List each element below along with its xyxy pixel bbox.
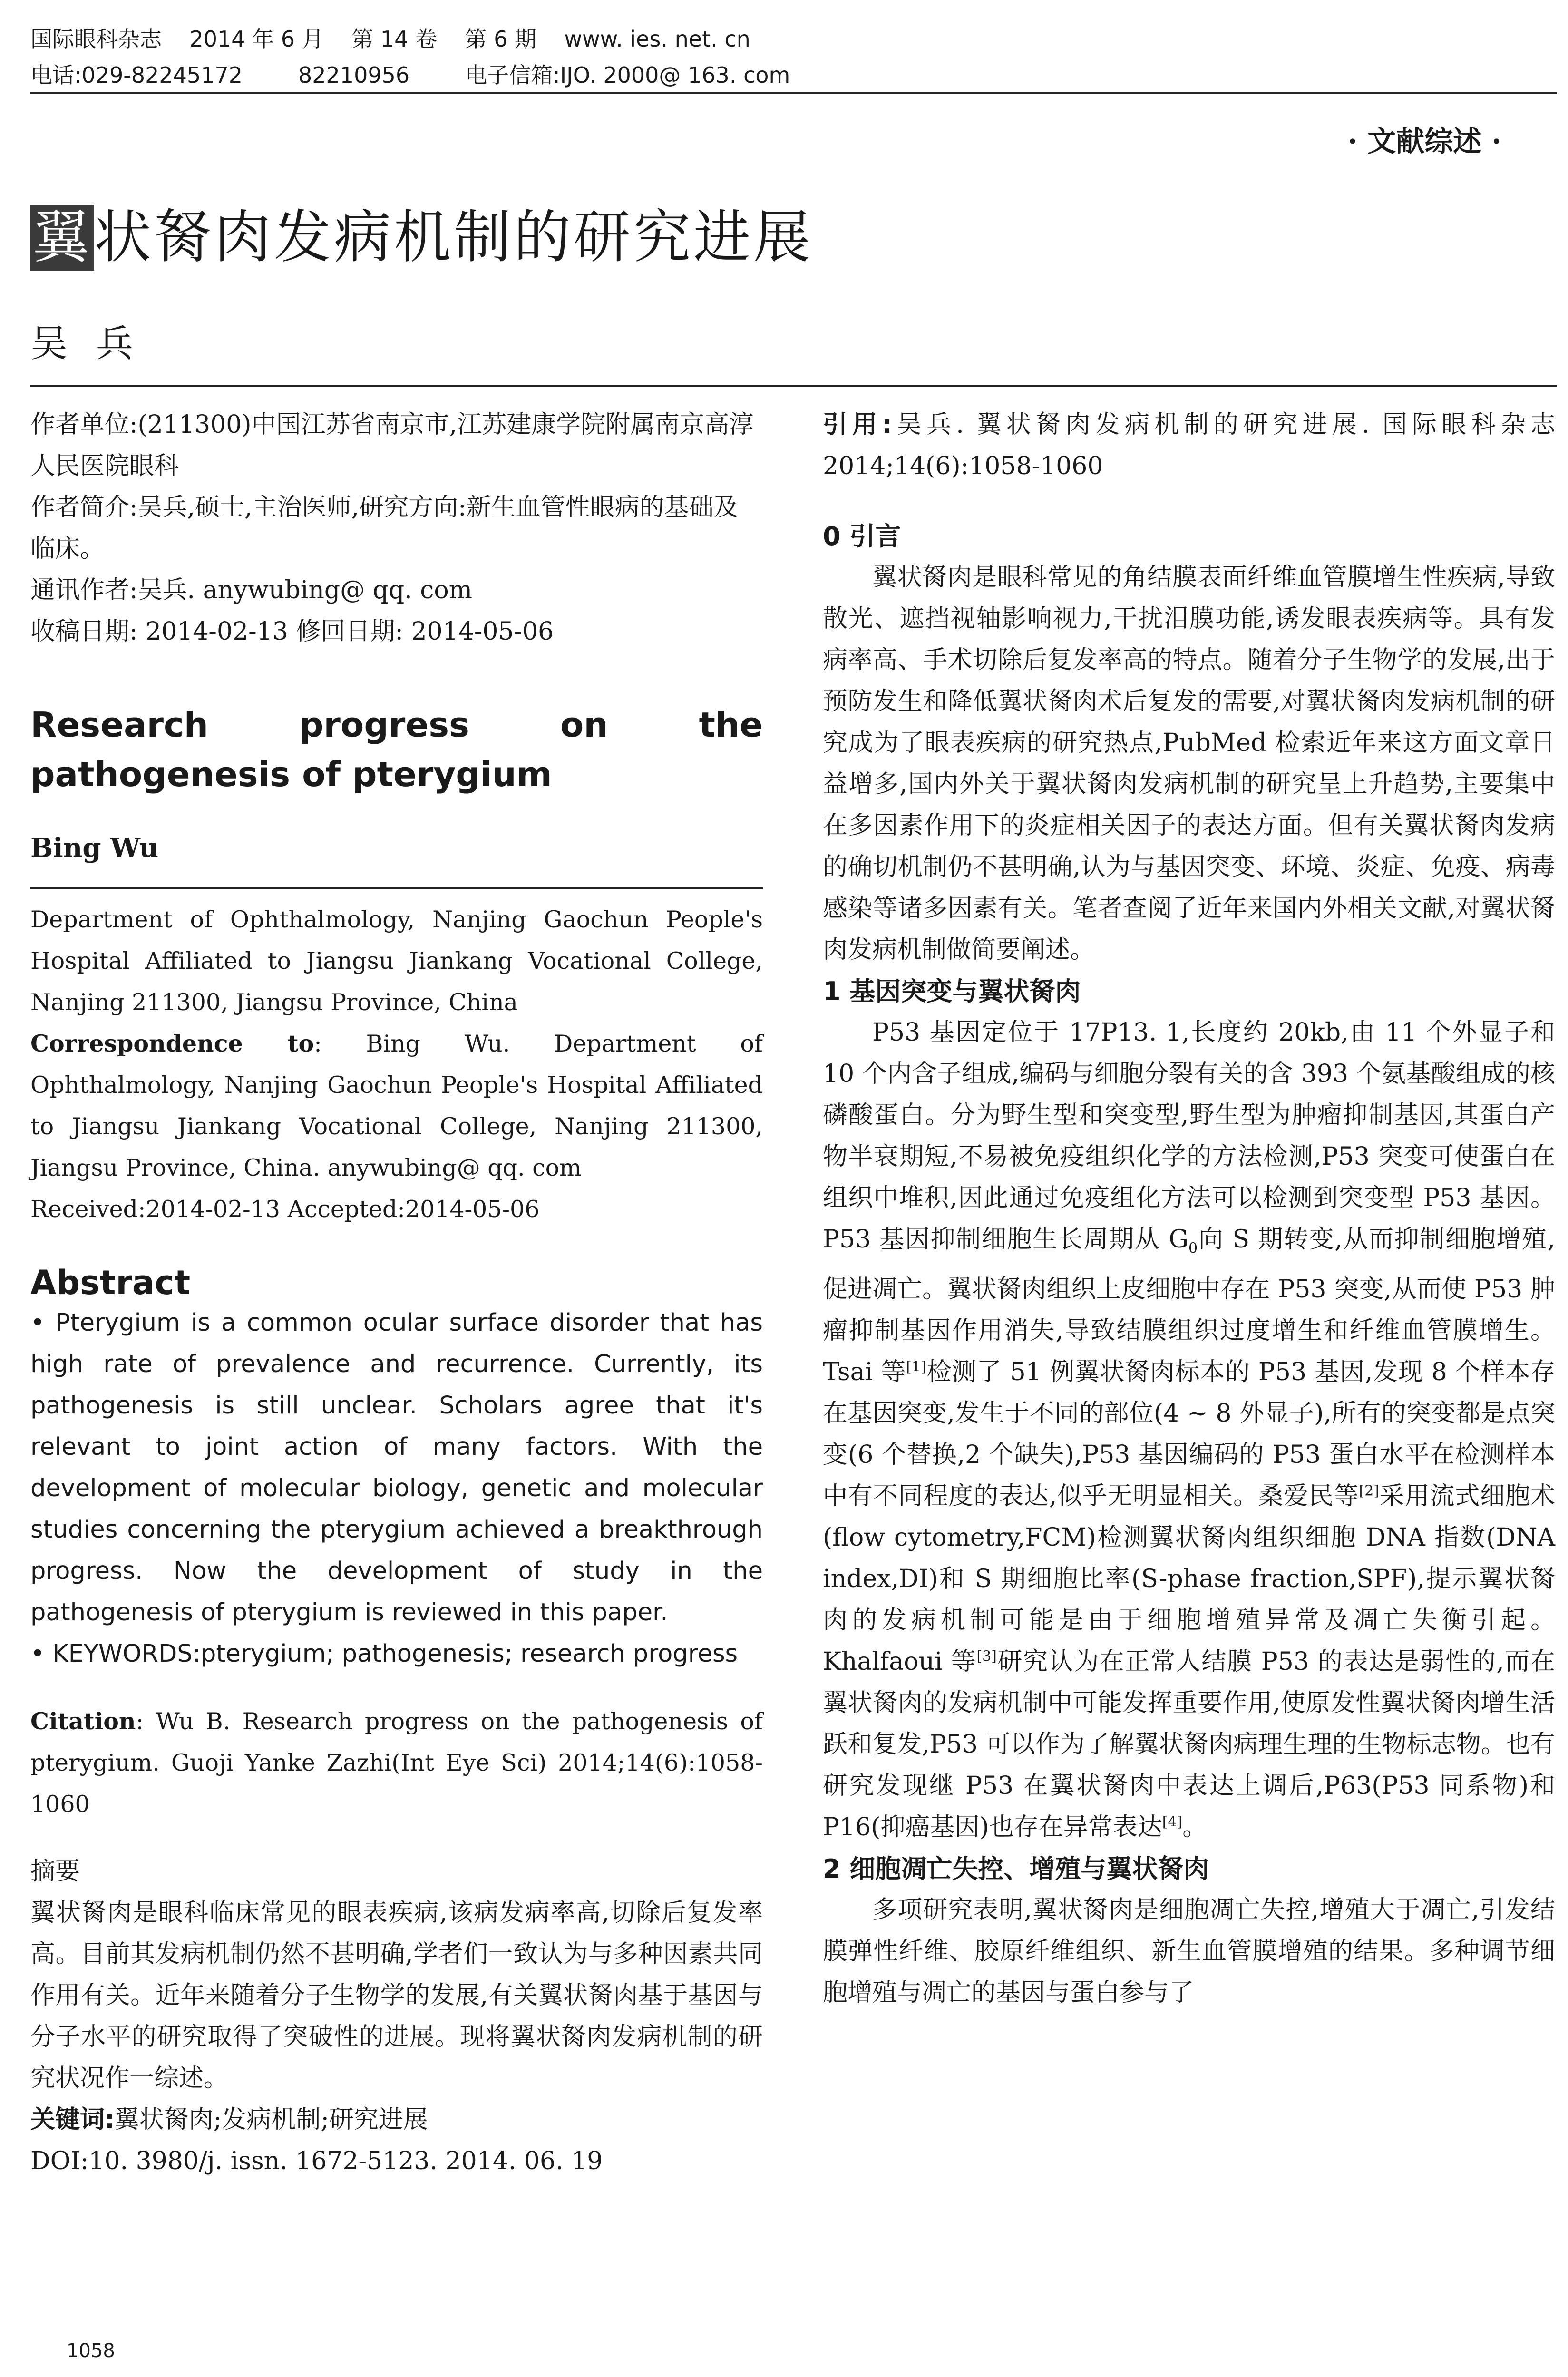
p1-part-c: 检测了 51 例翼状胬肉标本的 P53 基因,发现 8 个样本存在基因突变,发生于不同的部位(4 ~ 8 外显子),所有的突变都是点突变(6 个替换,2 个缺失),P53 基因编码的 P53 蛋白水平在检测样本中有不同程度的表达,似乎无明显相关。桑爱民等 [823,1358,1555,1511]
cn-citation-label: 引用: [823,410,892,439]
english-received: Received:2014-02-13 Accepted:2014-05-06 [30,1196,540,1223]
author-unit: 作者单位:(211300)中国江苏省南京市,江苏建康学院附属南京高淳人民医院眼科 [30,410,754,480]
cn-abstract-heading: 摘要 [30,1857,80,1886]
p1-part-f: 。 [1182,1813,1208,1842]
right-column [823,404,1555,2014]
journal-header-line2: 电话:029-82245172 82210956 电子信箱:IJO. 2000@ 163. com [30,62,790,88]
cn-keywords-text: 翼状胬肉;发病机制;研究进展 [114,2105,428,2134]
section-1-paragraph [823,1012,1555,1848]
english-author: Bing Wu [30,832,159,864]
english-keywords: • KEYWORDS:pterygium; pathogenesis; research progress [30,1640,738,1668]
received-dates: 收稿日期: 2014-02-13 修回日期: 2014-05-06 [30,617,554,646]
english-author-rule [30,887,763,889]
page-number: 1058 [67,2340,115,2362]
english-title: Research progress on the pathogenesis of pterygium [30,705,763,794]
section-1-heading: 1 基因突变与翼状胬肉 [823,976,1081,1006]
cn-keywords [30,2099,763,2141]
doi: DOI:10. 3980/j. issn. 1672-5123. 2014. 06. 19 [30,2147,603,2175]
cn-citation-text: 吴兵. 翼状胬肉发病机制的研究进展. 国际眼科杂志 2014;14(6):1058-1060 [823,410,1556,480]
ref-3: [3] [976,1648,997,1666]
title-first-char: 翼 [30,205,94,271]
citation-label: Citation [30,1707,136,1735]
abstract-body: • Pterygium is a common ocular surface disorder that has high rate of prevalence and recurrence. Currently, its pathogenesis is still unclear. Scholars agree that it's relevant to joint action of many factors. With the development of molecular biology, genetic and molecular studies concerning the pterygium achieved a breakthrough progress. Now the development of study in the pathogenesis of pterygium is reviewed in this paper. [30,1309,763,1627]
cn-keywords-label: 关键词: [30,2105,115,2134]
cn-citation [823,404,1555,487]
title-rule [30,385,1557,387]
p1-part-d: 采用流式细胞术(flow cytometry,FCM)检测翼状胬肉组织细胞 DNA 指数(DNA index,DI)和 S 期细胞比率(S-phase fraction,SPF),提示翼状胬肉的发病机制可能是由于细胞增殖异常及凋亡失衡引起。Khalfaoui 等 [823,1482,1555,1676]
ref-2: [2] [1359,1483,1379,1500]
ref-1: [1] [906,1359,926,1376]
section-0-heading: 0 引言 [823,521,901,551]
english-department: Department of Ophthalmology, Nanjing Gaochun People's Hospital Affiliated to Jiangsu Jiankang Vocational College, Nanjing 211300, Jiangsu Province, China [30,906,763,1016]
author-cn: 吴兵 [30,322,162,365]
p1-part-b: 向 S 期转变,从而抑制细胞增殖,促进凋亡。翼状胬肉组织上皮细胞中存在 P53 突变,从而使 P53 肿瘤抑制基因作用消失,导致结膜组织过度增生和纤维血管膜增生。Tsai 等 [823,1225,1555,1387]
section-0-paragraph: 翼状胬肉是眼科常见的角结膜表面纤维血管膜增生性疾病,导致散光、遮挡视轴影响视力,干扰泪膜功能,诱发眼表疾病等。具有发病率高、手术切除后复发率高的特点。随着分子生物学的发展,出于预防发生和降低翼状胬肉术后复发的需要,对翼状胬肉发病机制的研究成为了眼表疾病的研究热点,PubMed 检索近年来这方面文章日益增多,国内外关于翼状胬肉发病机制的研究呈上升趋势,主要集中在多因素作用下的炎症相关因子的表达方面。但有关翼状胬肉发病的确切机制仍不甚明确,认为与基因突变、环境、炎症、免疫、病毒感染等诸多因素有关。笔者查阅了近年来国内外相关文献,对翼状胬肉发病机制做简要阐述。 [823,563,1555,964]
p1-part-e: 研究认为在正常人结膜 P53 的表达是弱性的,而在翼状胬肉的发病机制中可能发挥重要作用,使原发性翼状胬肉增生活跃和复发,P53 可以作为了解翼状胬肉病理生理的生物标志物。也有研究发现继 P53 在翼状胬肉中表达上调后,P63(P53 同系物)和 P16(抑癌基因)也存在异常表达 [823,1647,1555,1842]
english-correspondence [30,1023,763,1188]
english-citation [30,1701,763,1825]
title-rest: 状胬肉发病机制的研究进展 [94,205,813,271]
abstract-heading: Abstract [30,1263,191,1302]
g0-subscript: 0 [1188,1240,1198,1257]
correspondence-text: : Bing Wu. Department of Ophthalmology, Nanjing Gaochun People's Hospital Affiliated to Jiangsu Jiankang Vocational College, Nanjing 211300, Jiangsu Province, China. anywubing@ qq. com [30,1030,763,1181]
section-2-paragraph: 多项研究表明,翼状胬肉是细胞凋亡失控,增殖大于凋亡,引发结膜弹性纤维、胶原纤维组织、新生血管膜增殖的结果。多种调节细胞增殖与凋亡的基因与蛋白参与了 [823,1896,1555,2007]
header-rule [30,92,1557,94]
p1-part-a: P53 基因定位于 17P13. 1,长度约 20kb,由 11 个外显子和 10 个内含子组成,编码与细胞分裂有关的含 393 个氨基酸组成的核磷酸蛋白。分为野生型和突变型,野生型为肿瘤抑制基因,其蛋白产物半衰期短,不易被免疫组织化学的方法检测,P53 突变可使蛋白在组织中堆积,因此通过免疫组化方法可以检测到突变型 P53 基因。P53 基因抑制细胞生长周期从 G [823,1018,1555,1254]
corresponding-author: 通讯作者:吴兵. anywubing@ qq. com [30,576,473,604]
journal-header-line1: 国际眼科杂志 2014 年 6 月 第 14 卷 第 6 期 www. ies. net. cn [30,26,750,52]
section-2-heading: 2 细胞凋亡失控、增殖与翼状胬肉 [823,1854,1209,1884]
paper-title [30,200,813,276]
left-column [30,404,763,2182]
section-tag: · 文献综述 · [1347,125,1501,158]
ref-4: [4] [1162,1814,1183,1831]
citation-text: : Wu B. Research progress on the pathogenesis of pterygium. Guoji Yanke Zazhi(Int Eye Sci) 2014;14(6):1058-1060 [30,1708,763,1818]
author-bio: 作者简介:吴兵,硕士,主治医师,研究方向:新生血管性眼病的基础及临床。 [30,493,739,563]
correspondence-label: Correspondence to [30,1030,314,1057]
cn-abstract-body: 翼状胬肉是眼科临床常见的眼表疾病,该病发病率高,切除后复发率高。目前其发病机制仍然不甚明确,学者们一致认为与多种因素共同作用有关。近年来随着分子生物学的发展,有关翼状胬肉基于基因与分子水平的研究取得了突破性的进展。现将翼状胬肉发病机制的研究状况作一综述。 [30,1899,763,2093]
